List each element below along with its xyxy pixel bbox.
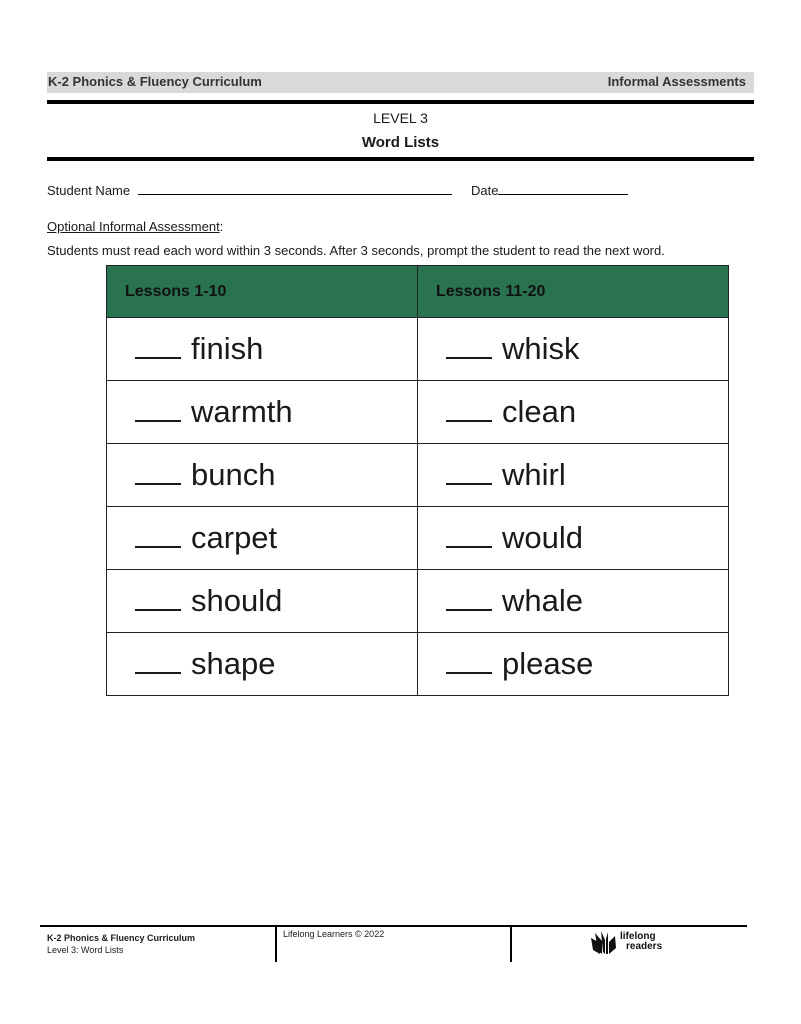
checkbox-blank[interactable] xyxy=(446,483,492,485)
word-cell: shape xyxy=(107,633,418,696)
table-row xyxy=(107,381,729,444)
word-cell: bunch xyxy=(107,444,418,507)
word-cell: whisk xyxy=(418,318,729,381)
curriculum-title: K-2 Phonics & Fluency Curriculum xyxy=(48,74,262,89)
date-label: Date xyxy=(471,183,499,198)
student-name-label: Student Name xyxy=(47,183,131,198)
table-row xyxy=(107,633,729,696)
table-row xyxy=(107,318,729,381)
table-header-row xyxy=(107,266,729,318)
instructions: Students must read each word within 3 seconds. After 3 seconds, prompt the student to read the next word. xyxy=(47,243,665,258)
table-row xyxy=(107,444,729,507)
word-cell: please xyxy=(418,633,729,696)
level-label: LEVEL 3 xyxy=(373,110,428,126)
checkbox-blank[interactable] xyxy=(446,672,492,674)
table-row xyxy=(107,507,729,570)
checkbox-blank[interactable] xyxy=(446,546,492,548)
optional-assessment-heading: Optional Informal Assessment: xyxy=(47,219,224,234)
column-header-lessons-1-10: Lessons 1-10 xyxy=(107,266,418,318)
checkbox-blank[interactable] xyxy=(135,483,181,485)
word-cell: whale xyxy=(418,570,729,633)
page-title: Word Lists xyxy=(361,134,440,151)
checkbox-blank[interactable] xyxy=(446,609,492,611)
checkbox-blank[interactable] xyxy=(135,609,181,611)
word-cell: would xyxy=(418,507,729,570)
word-cell: warmth xyxy=(107,381,418,444)
date-field[interactable] xyxy=(471,182,628,198)
footer-divider xyxy=(40,925,747,927)
word-cell: carpet xyxy=(107,507,418,570)
word-cell: clean xyxy=(418,381,729,444)
footer-level: Level 3: Word Lists xyxy=(47,945,124,955)
top-divider xyxy=(47,100,754,104)
checkbox-blank[interactable] xyxy=(446,357,492,359)
checkbox-blank[interactable] xyxy=(135,546,181,548)
column-header-lessons-11-20: Lessons 11-20 xyxy=(418,266,729,318)
book-fan-icon xyxy=(590,930,618,956)
word-cell: whirl xyxy=(418,444,729,507)
date-line[interactable] xyxy=(498,182,628,195)
logo-text: lifelong readers xyxy=(620,931,663,952)
student-name-line[interactable] xyxy=(138,182,452,195)
title-divider xyxy=(47,157,754,161)
table-row xyxy=(107,570,729,633)
word-cell: finish xyxy=(107,318,418,381)
checkbox-blank[interactable] xyxy=(446,420,492,422)
lifelong-readers-logo xyxy=(590,930,680,958)
word-list-table xyxy=(106,265,729,696)
footer-column-divider xyxy=(275,927,277,962)
footer-copyright: Lifelong Learners © 2022 xyxy=(283,929,385,939)
word-cell: should xyxy=(107,570,418,633)
footer-column-divider xyxy=(510,927,512,962)
footer-curriculum: K-2 Phonics & Fluency Curriculum xyxy=(47,933,196,943)
checkbox-blank[interactable] xyxy=(135,357,181,359)
checkbox-blank[interactable] xyxy=(135,420,181,422)
checkbox-blank[interactable] xyxy=(135,672,181,674)
student-name-field[interactable] xyxy=(47,182,452,198)
section-title: Informal Assessments xyxy=(607,74,746,89)
